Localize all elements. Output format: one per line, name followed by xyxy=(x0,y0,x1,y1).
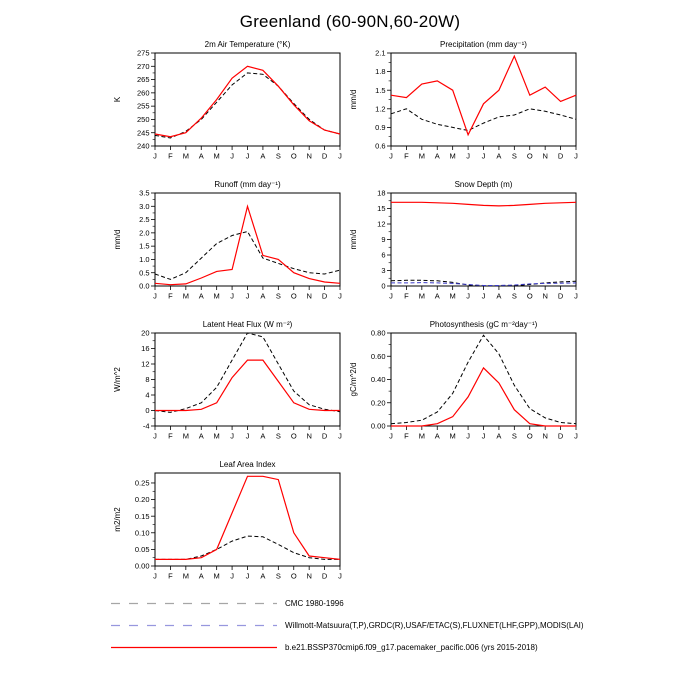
plot-series xyxy=(155,206,340,284)
x-tick-label: A xyxy=(198,571,204,581)
y-tick-label: 0.10 xyxy=(134,528,150,538)
y-tick-label: 255 xyxy=(136,101,150,111)
y-axis xyxy=(375,49,391,151)
y-tick-label: 0.25 xyxy=(134,478,150,488)
x-tick-label: S xyxy=(275,431,281,441)
y-tick-label: 0.00 xyxy=(370,421,386,431)
y-tick-label: 270 xyxy=(136,61,150,71)
plot-frame xyxy=(155,333,340,426)
legend-label: CMC 1980-1996 xyxy=(285,599,344,608)
x-tick-label: J xyxy=(338,571,342,581)
y-tick-label: 1.8 xyxy=(375,67,386,77)
y-tick-label: 0.80 xyxy=(370,328,386,338)
y-axis xyxy=(371,329,391,431)
x-tick-label: A xyxy=(434,151,440,161)
y-axis xyxy=(137,49,155,151)
x-axis xyxy=(153,286,342,301)
series-cmc xyxy=(155,232,340,280)
y-tick-label: 1.5 xyxy=(139,241,150,251)
y-tick-label: 0.00 xyxy=(134,561,150,571)
x-tick-label: F xyxy=(404,151,409,161)
x-tick-label: J xyxy=(338,291,342,301)
x-tick-label: J xyxy=(481,151,486,161)
x-tick-label: M xyxy=(213,291,220,301)
x-tick-label: N xyxy=(306,291,312,301)
x-tick-label: A xyxy=(496,151,502,161)
x-tick-label: F xyxy=(168,431,173,441)
plot-series xyxy=(391,202,576,285)
x-tick-label: M xyxy=(182,571,189,581)
x-tick-label: F xyxy=(168,571,173,581)
y-tick-label: 0.20 xyxy=(370,398,386,408)
plot-frame xyxy=(155,473,340,566)
y-tick-label: 0.05 xyxy=(134,544,150,554)
y-tick-label: 16 xyxy=(141,344,150,354)
y-tick-label: 3.0 xyxy=(139,201,150,211)
x-tick-label: J xyxy=(230,571,234,581)
chart-snow-depth xyxy=(344,178,580,310)
x-tick-label: M xyxy=(213,151,220,161)
chart-title: Snow Depth (m) xyxy=(454,180,513,189)
chart-photosynthesis xyxy=(344,318,580,450)
x-tick-label: J xyxy=(338,151,342,161)
x-tick-label: J xyxy=(389,291,393,301)
legend-line xyxy=(110,621,278,630)
y-tick-label: 1.0 xyxy=(139,255,150,265)
x-tick-label: J xyxy=(245,291,250,301)
y-tick-label: 6 xyxy=(381,250,386,260)
y-tick-label: 0.0 xyxy=(139,281,150,291)
y-tick-label: 4 xyxy=(145,390,150,400)
legend-item xyxy=(110,599,584,608)
legend-item xyxy=(110,643,584,652)
x-tick-label: D xyxy=(321,291,328,301)
x-tick-label: D xyxy=(557,431,564,441)
x-tick-label: J xyxy=(466,291,470,301)
charts-grid xyxy=(108,38,580,590)
x-tick-label: D xyxy=(557,151,564,161)
x-tick-label: M xyxy=(213,431,220,441)
x-tick-label: S xyxy=(275,571,281,581)
x-tick-label: N xyxy=(306,571,312,581)
x-tick-label: A xyxy=(198,151,204,161)
chart-air-temperature xyxy=(108,38,344,170)
x-tick-label: M xyxy=(418,151,425,161)
x-tick-label: J xyxy=(574,291,578,301)
plot-series xyxy=(391,335,576,426)
y-tick-label: 0.60 xyxy=(370,351,386,361)
x-tick-label: O xyxy=(290,571,297,581)
y-tick-label: 2.1 xyxy=(375,48,386,58)
x-tick-label: M xyxy=(182,291,189,301)
y-tick-label: 12 xyxy=(141,359,150,369)
series-cmc xyxy=(391,335,576,423)
x-tick-label: A xyxy=(260,431,266,441)
y-axis-label: W/m^2 xyxy=(113,367,122,392)
x-tick-label: A xyxy=(496,291,502,301)
series-model xyxy=(155,66,340,136)
x-tick-label: M xyxy=(449,431,456,441)
page-title: Greenland (60-90N,60-20W) xyxy=(239,12,461,31)
x-tick-label: J xyxy=(153,291,157,301)
x-tick-label: O xyxy=(526,291,533,301)
series-cmc xyxy=(155,73,340,138)
y-tick-label: 260 xyxy=(136,88,150,98)
y-tick-label: 12 xyxy=(377,219,386,229)
chart-title: Photosynthesis (gC m⁻²day⁻¹) xyxy=(429,320,538,329)
y-tick-label: 245 xyxy=(136,128,150,138)
x-tick-label: J xyxy=(153,151,157,161)
x-tick-label: N xyxy=(542,431,548,441)
x-tick-label: F xyxy=(404,431,409,441)
x-tick-label: J xyxy=(230,291,234,301)
y-axis xyxy=(377,189,391,291)
x-tick-label: J xyxy=(338,431,342,441)
y-axis xyxy=(139,189,155,291)
series-model xyxy=(391,368,576,426)
x-tick-label: A xyxy=(496,431,502,441)
plot-series xyxy=(391,56,576,135)
plot-series xyxy=(155,333,340,412)
series-obs xyxy=(391,283,576,286)
chart-title: Precipitation (mm day⁻¹) xyxy=(440,40,527,49)
y-tick-label: 3 xyxy=(381,266,386,276)
x-axis xyxy=(153,146,342,161)
y-axis xyxy=(135,479,155,571)
y-tick-label: 20 xyxy=(141,328,150,338)
legend-line xyxy=(110,643,278,652)
y-tick-label: 0.15 xyxy=(134,511,150,521)
x-tick-label: M xyxy=(449,291,456,301)
y-tick-label: 0.6 xyxy=(375,141,386,151)
x-tick-label: J xyxy=(574,431,578,441)
x-tick-label: F xyxy=(404,291,409,301)
x-tick-label: S xyxy=(275,291,281,301)
series-model xyxy=(391,202,576,206)
chart-title: Leaf Area Index xyxy=(219,460,276,469)
y-tick-label: 9 xyxy=(381,235,386,245)
x-tick-label: F xyxy=(168,291,173,301)
series-cmc xyxy=(391,109,576,131)
x-tick-label: A xyxy=(434,431,440,441)
x-tick-label: N xyxy=(306,151,312,161)
x-axis xyxy=(153,426,342,441)
chart-title: Runoff (mm day⁻¹) xyxy=(214,180,281,189)
y-tick-label: -4 xyxy=(142,421,150,431)
chart-title: Latent Heat Flux (W m⁻²) xyxy=(202,320,293,329)
chart-latent-heat-flux xyxy=(108,318,344,450)
y-tick-label: 1.2 xyxy=(375,104,386,114)
x-tick-label: J xyxy=(245,431,250,441)
x-axis xyxy=(153,566,342,581)
x-tick-label: F xyxy=(168,151,173,161)
x-tick-label: D xyxy=(321,151,328,161)
y-tick-label: 15 xyxy=(377,204,386,214)
y-axis-label: mm/d xyxy=(349,229,358,250)
x-tick-label: D xyxy=(321,431,328,441)
legend-line xyxy=(110,599,278,608)
y-axis-label: gC/m^2/d xyxy=(349,362,358,397)
x-tick-label: S xyxy=(275,151,281,161)
y-tick-label: 240 xyxy=(136,141,150,151)
plot-series xyxy=(155,476,340,559)
x-tick-label: N xyxy=(542,151,548,161)
x-tick-label: S xyxy=(511,151,517,161)
y-tick-label: 0 xyxy=(381,281,386,291)
x-tick-label: M xyxy=(213,571,220,581)
legend xyxy=(110,599,584,665)
x-tick-label: O xyxy=(526,431,533,441)
y-tick-label: 0 xyxy=(145,406,150,416)
x-tick-label: O xyxy=(290,151,297,161)
series-cmc xyxy=(155,333,340,412)
y-axis-label: K xyxy=(113,96,122,103)
x-tick-label: M xyxy=(418,291,425,301)
x-axis xyxy=(389,426,578,441)
y-tick-label: 250 xyxy=(136,115,150,125)
x-tick-label: J xyxy=(466,431,470,441)
x-tick-label: J xyxy=(245,571,250,581)
y-tick-label: 2.5 xyxy=(139,215,150,225)
x-tick-label: M xyxy=(182,431,189,441)
x-tick-label: J xyxy=(245,151,250,161)
x-tick-label: O xyxy=(290,431,297,441)
x-tick-label: A xyxy=(198,431,204,441)
x-tick-label: S xyxy=(511,431,517,441)
y-axis-label: mm/d xyxy=(349,89,358,110)
x-tick-label: O xyxy=(290,291,297,301)
x-tick-label: M xyxy=(449,151,456,161)
x-tick-label: A xyxy=(260,571,266,581)
y-tick-label: 0.9 xyxy=(375,123,386,132)
x-axis xyxy=(389,286,578,301)
x-tick-label: J xyxy=(389,431,393,441)
x-tick-label: J xyxy=(230,151,234,161)
x-tick-label: J xyxy=(574,151,578,161)
legend-label: Willmott-Matsuura(T,P),GRDC(R),USAF/ETAC(S),FLUXNET(LHF,GPP),MODIS(LAI) xyxy=(285,621,584,630)
y-tick-label: 2.0 xyxy=(139,228,150,238)
x-tick-label: J xyxy=(389,151,393,161)
x-tick-label: M xyxy=(182,151,189,161)
series-model xyxy=(155,360,340,410)
x-tick-label: N xyxy=(542,291,548,301)
x-tick-label: J xyxy=(153,571,157,581)
legend-label: b.e21.BSSP370cmip6.f09_g17.pacemaker_pacific.006 (yrs 2015-2018) xyxy=(285,643,538,652)
x-tick-label: A xyxy=(260,291,266,301)
x-tick-label: J xyxy=(466,151,470,161)
y-tick-label: 18 xyxy=(377,188,386,198)
x-tick-label: J xyxy=(153,431,157,441)
x-tick-label: J xyxy=(481,291,486,301)
x-tick-label: N xyxy=(306,431,312,441)
x-tick-label: S xyxy=(511,291,517,301)
plot-frame xyxy=(391,193,576,286)
y-tick-label: 3.5 xyxy=(139,188,150,198)
y-axis-label: mm/d xyxy=(113,229,122,250)
chart-precipitation xyxy=(344,38,580,170)
y-tick-label: 8 xyxy=(145,375,150,385)
y-axis xyxy=(141,329,155,431)
y-tick-label: 0.40 xyxy=(370,375,386,385)
x-axis xyxy=(389,146,578,161)
chart-runoff xyxy=(108,178,344,310)
plot-frame xyxy=(391,53,576,146)
x-tick-label: A xyxy=(260,151,266,161)
y-tick-label: 0.20 xyxy=(134,495,150,505)
x-tick-label: O xyxy=(526,151,533,161)
y-tick-label: 265 xyxy=(136,75,150,85)
x-tick-label: J xyxy=(481,431,486,441)
legend-item xyxy=(110,621,584,630)
y-tick-label: 0.5 xyxy=(139,268,150,278)
x-tick-label: D xyxy=(321,571,328,581)
y-tick-label: 275 xyxy=(136,48,150,58)
x-tick-label: D xyxy=(557,291,564,301)
x-tick-label: J xyxy=(230,431,234,441)
series-model xyxy=(155,476,340,559)
chart-title: 2m Air Temperature (°K) xyxy=(204,40,291,49)
plot-series xyxy=(155,66,340,138)
x-tick-label: M xyxy=(418,431,425,441)
plot-frame xyxy=(391,333,576,426)
x-tick-label: A xyxy=(198,291,204,301)
chart-leaf-area-index xyxy=(108,458,344,590)
x-tick-label: A xyxy=(434,291,440,301)
y-tick-label: 1.5 xyxy=(375,85,386,95)
y-axis-label: m2/m2 xyxy=(113,507,122,532)
